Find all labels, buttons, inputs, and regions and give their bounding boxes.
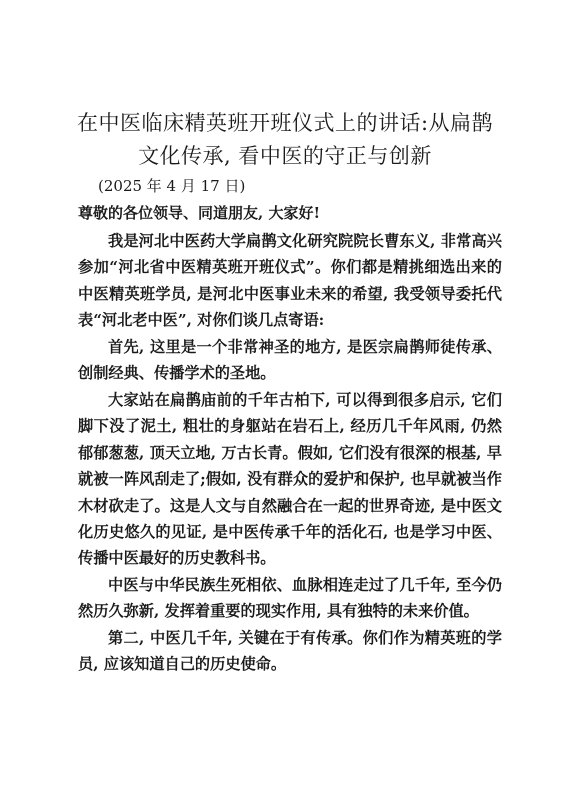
- document-title-line-2: 文化传承, 看中医的守正与创新: [138, 144, 432, 168]
- paragraph-ancient-cypress: 大家站在扁鹊庙前的千年古柏下, 可以得到很多启示, 它们脚下没了泥土, 粗壮的身躯站在岩石上, 经历几千年风雨, 仍然郁郁葱葱, 顶天立地, 万古长青。假如, 它们没有很深的根基, 早就被一阵风刮走了;假如, 没有群众的爱护和保护, 也早就被当作木材砍走了。这是人文与自然融合在一起的世界奇迹, 是中医文化历史悠久的见证, 是中医传承千年的活化石, 也是学习中医、传播中医最好的历史教科书。: [78, 391, 502, 568]
- paragraph-first-point: 首先, 这里是一个非常神圣的地方, 是医宗扁鹊师徒传承、创制经典、传播学术的圣地。: [78, 338, 502, 383]
- paragraph-second-point: 第二, 中医几千年, 关键在于有传承。你们作为精英班的学员, 应该知道自己的历史使命。: [78, 629, 502, 674]
- paragraph-chinese-medicine: 中医与中华民族生死相依、血脉相连走过了几千年, 至今仍然历久弥新, 发挥着重要的现实作用, 具有独特的未来价值。: [78, 576, 502, 621]
- greeting: 尊敬的各位领导、同道朋友, 大家好!: [78, 204, 321, 222]
- document-date: (2025 年 4 月 17 日): [98, 177, 246, 195]
- document-title-line-1: 在中医临床精英班开班仪式上的讲话:从扁鹊: [76, 111, 494, 135]
- paragraph-introduction: 我是河北中医药大学扁鹊文化研究院院长曹东义, 非常高兴参加“河北省中医精英班开班仪式”。你们都是精挑细选出来的中医精英班学员, 是河北中医事业未来的希望, 我受领导委托代表“河北老中医”, 对你们谈几点寄语:: [78, 232, 502, 330]
